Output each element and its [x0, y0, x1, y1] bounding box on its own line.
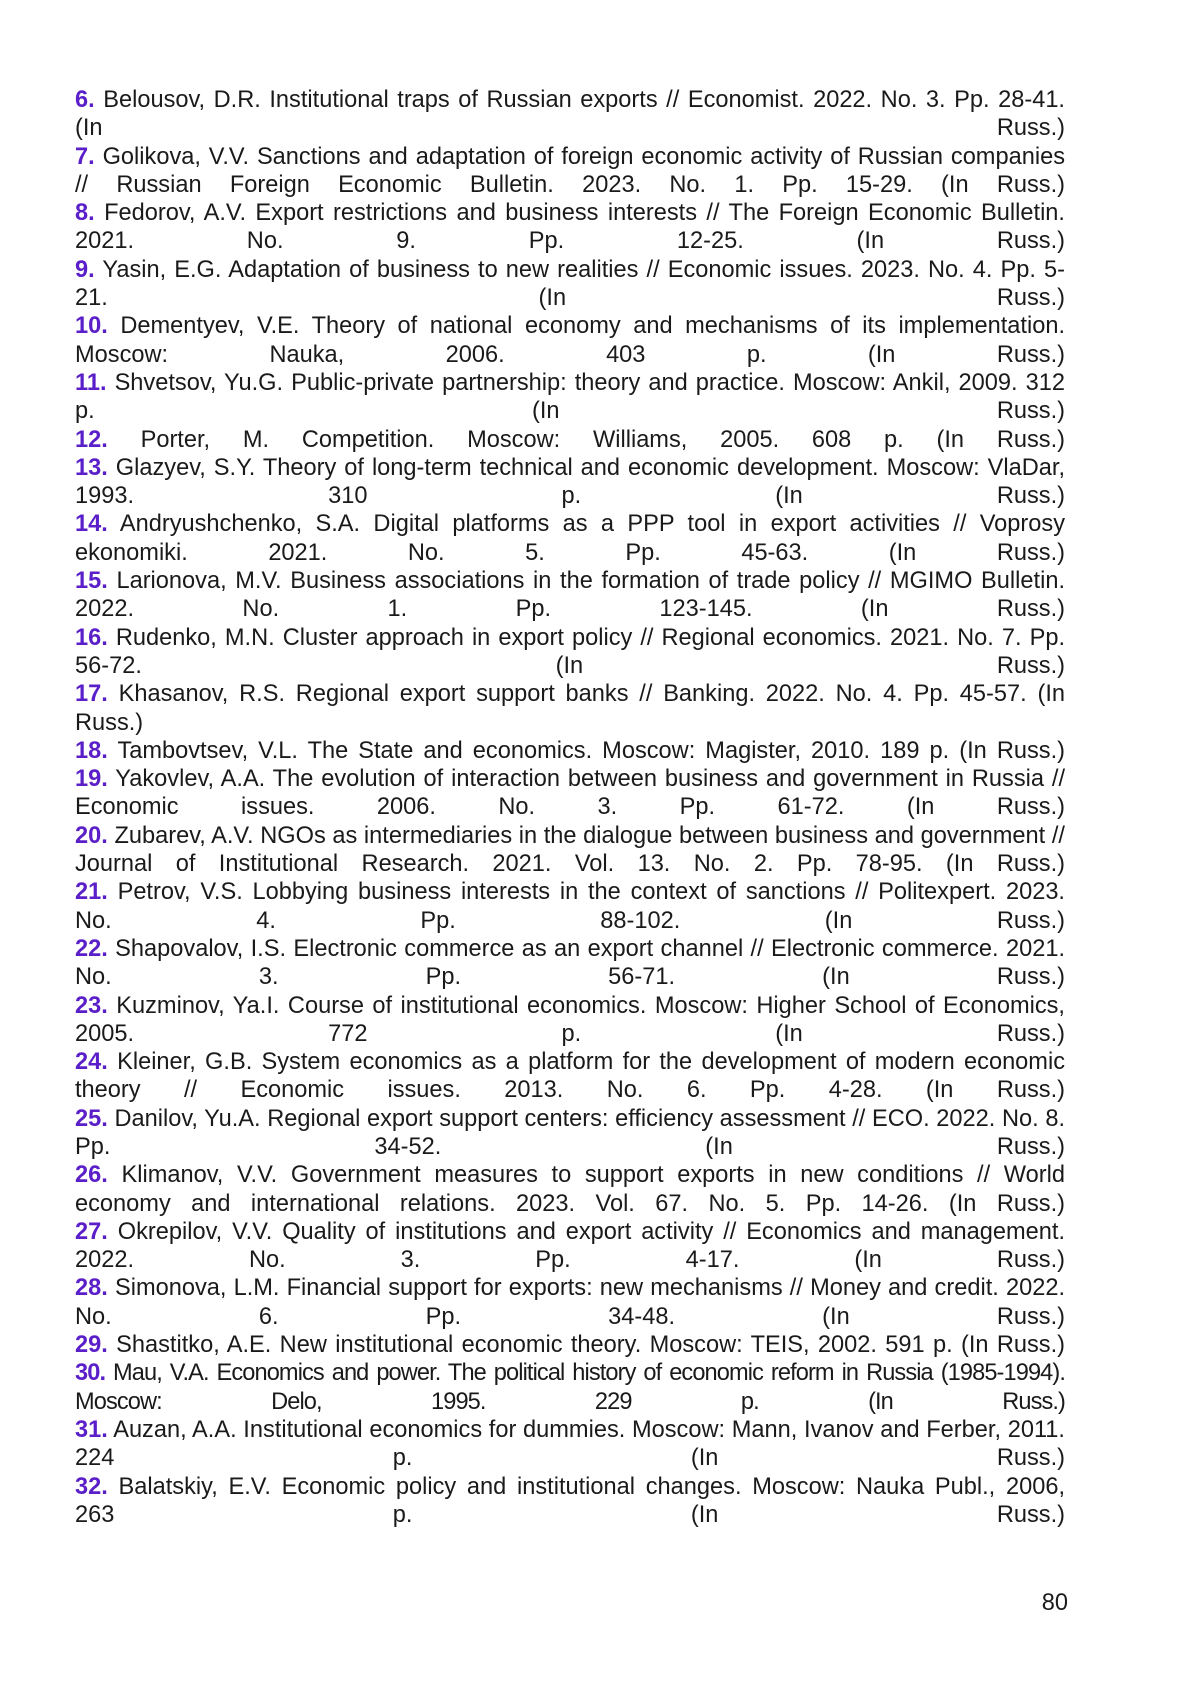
reference-item	[75, 1331, 1065, 1359]
reference-number: 22.	[75, 936, 108, 962]
reference-number: 31.	[75, 1417, 108, 1443]
reference-number: 6.	[75, 87, 95, 113]
reference-text: Yasin, E.G. Adaptation of business to new realities // Economic issues. 2023. No. 4. Pp. 5-21. (In Russ.)	[75, 257, 1065, 311]
reference-number: 26.	[75, 1162, 108, 1188]
reference-item	[75, 454, 1065, 511]
reference-text: Belousov, D.R. Institutional traps of Russian exports // Economist. 2022. No. 3. Pp. 28-41. (In Russ.)	[75, 87, 1065, 141]
reference-item	[75, 765, 1065, 822]
reference-number: 19.	[75, 766, 108, 792]
reference-number: 18.	[75, 738, 108, 764]
reference-number: 28.	[75, 1275, 108, 1301]
reference-text: Petrov, V.S. Lobbying business interests in the context of sanctions // Politexpert. 2023. No. 4. Pp. 88-102. (In Russ.)	[75, 879, 1065, 933]
reference-item	[75, 199, 1065, 256]
reference-number: 12.	[75, 427, 108, 453]
reference-item	[75, 510, 1065, 567]
reference-number: 8.	[75, 200, 95, 226]
reference-item	[75, 86, 1065, 143]
reference-text: Okrepilov, V.V. Quality of institutions and export activity // Economics and management. 2022. No. 3. Pp. 4-17. (In Russ.)	[75, 1219, 1065, 1273]
reference-text: Khasanov, R.S. Regional export support banks // Banking. 2022. No. 4. Pp. 45-57. (In Russ.)	[75, 681, 1065, 735]
reference-text: Yakovlev, A.A. The evolution of interaction between business and government in Russia // Economic issues. 2006. No. 3. Pp. 61-72. (In Russ.)	[75, 766, 1065, 820]
reference-number: 29.	[75, 1332, 108, 1358]
reference-text: Auzan, A.A. Institutional economics for dummies. Moscow: Mann, Ivanov and Ferber, 2011. 224 p. (In Russ.)	[75, 1417, 1065, 1471]
reference-number: 11.	[75, 370, 107, 396]
reference-text: Andryushchenko, S.A. Digital platforms as a PPP tool in export activities // Voprosy ekonomiki. 2021. No. 5. Pp. 45-63. (In Russ.)	[75, 511, 1065, 565]
reference-item	[75, 624, 1065, 681]
reference-item	[75, 1218, 1065, 1275]
reference-item	[75, 1473, 1065, 1530]
reference-text: Shvetsov, Yu.G. Public-private partnership: theory and practice. Moscow: Ankil, 2009. 312 p. (In Russ.)	[75, 370, 1065, 424]
reference-item	[75, 935, 1065, 992]
reference-number: 25.	[75, 1106, 108, 1132]
reference-text: Simonova, L.M. Financial support for exports: new mechanisms // Money and credit. 2022. No. 6. Pp. 34-48. (In Russ.)	[75, 1275, 1065, 1329]
reference-number: 10.	[75, 313, 108, 339]
reference-item	[75, 1416, 1065, 1473]
reference-text: Dementyev, V.E. Theory of national economy and mechanisms of its implementation. Moscow: Nauka, 2006. 403 p. (In Russ.)	[75, 313, 1065, 367]
reference-text: Tambovtsev, V.L. The State and economics. Moscow: Magister, 2010. 189 p. (In Russ.)	[117, 738, 1065, 764]
reference-item	[75, 1048, 1065, 1105]
reference-text: Zubarev, A.V. NGOs as intermediaries in the dialogue between business and government // Journal of Institutional Research. 2021. Vol. 13. No. 2. Pp. 78-95. (In Russ.)	[75, 823, 1065, 877]
reference-item	[75, 143, 1065, 200]
reference-item	[75, 256, 1065, 313]
reference-item	[75, 426, 1065, 454]
reference-number: 15.	[75, 568, 108, 594]
reference-list	[75, 86, 1065, 1529]
reference-item	[75, 822, 1065, 879]
reference-text: Fedorov, A.V. Export restrictions and business interests // The Foreign Economic Bulletin. 2021. No. 9. Pp. 12-25. (In Russ.)	[75, 200, 1065, 254]
reference-text: Porter, M. Competition. Moscow: Williams, 2005. 608 p. (In Russ.)	[141, 427, 1065, 453]
reference-text: Rudenko, M.N. Cluster approach in export policy // Regional economics. 2021. No. 7. Pp. 56-72. (In Russ.)	[75, 625, 1065, 679]
reference-text: Kleiner, G.B. System economics as a platform for the development of modern economic theory // Economic issues. 2013. No. 6. Pp. 4-28. (In Russ.)	[75, 1049, 1065, 1103]
reference-item	[75, 1161, 1065, 1218]
reference-number: 32.	[75, 1474, 108, 1500]
reference-item	[75, 737, 1065, 765]
reference-item	[75, 312, 1065, 369]
reference-number: 27.	[75, 1219, 108, 1245]
reference-number: 21.	[75, 879, 108, 905]
reference-text: Larionova, M.V. Business associations in the formation of trade policy // MGIMO Bulletin. 2022. No. 1. Pp. 123-145. (In Russ.)	[75, 568, 1065, 622]
reference-text: Kuzminov, Ya.I. Course of institutional economics. Moscow: Higher School of Economics, 2005. 772 p. (In Russ.)	[75, 993, 1065, 1047]
reference-text: Danilov, Yu.A. Regional export support centers: efficiency assessment // ECO. 2022. No. 8. Pp. 34-52. (In Russ.)	[75, 1106, 1065, 1160]
reference-item	[75, 1274, 1065, 1331]
reference-number: 9.	[75, 257, 95, 283]
reference-number: 24.	[75, 1049, 108, 1075]
reference-text: Shastitko, A.E. New institutional economic theory. Moscow: TEIS, 2002. 591 p. (In Russ.)	[116, 1332, 1065, 1358]
reference-number: 14.	[75, 511, 108, 537]
reference-number: 13.	[75, 455, 108, 481]
reference-number: 30.	[75, 1360, 105, 1386]
reference-text: Mau, V.A. Economics and power. The political history of economic reform in Russia (1985-1994). Moscow: Delo, 1995. 229 p. (In Russ.)	[75, 1360, 1065, 1414]
reference-item	[75, 1105, 1065, 1162]
reference-text: Golikova, V.V. Sanctions and adaptation of foreign economic activity of Russian companies // Russian Foreign Economic Bulletin. 2023. No. 1. Pp. 15-29. (In Russ.)	[75, 144, 1065, 198]
reference-item	[75, 992, 1065, 1049]
reference-item	[75, 369, 1065, 426]
reference-item	[75, 567, 1065, 624]
reference-item	[75, 680, 1065, 737]
reference-item	[75, 878, 1065, 935]
page-number: 80	[1042, 1590, 1068, 1617]
reference-number: 20.	[75, 823, 108, 849]
reference-text: Klimanov, V.V. Government measures to support exports in new conditions // World economy and international relations. 2023. Vol. 67. No. 5. Pp. 14-26. (In Russ.)	[75, 1162, 1065, 1216]
reference-number: 23.	[75, 993, 108, 1019]
reference-number: 17.	[75, 681, 108, 707]
reference-text: Shapovalov, I.S. Electronic commerce as an export channel // Electronic commerce. 2021. No. 3. Pp. 56-71. (In Russ.)	[75, 936, 1065, 990]
reference-number: 7.	[75, 144, 95, 170]
reference-number: 16.	[75, 625, 108, 651]
reference-text: Balatskiy, E.V. Economic policy and institutional changes. Moscow: Nauka Publ., 2006, 263 p. (In Russ.)	[75, 1474, 1065, 1528]
reference-item	[75, 1359, 1065, 1416]
reference-text: Glazyev, S.Y. Theory of long-term technical and economic development. Moscow: VlaDar, 1993. 310 p. (In Russ.)	[75, 455, 1065, 509]
